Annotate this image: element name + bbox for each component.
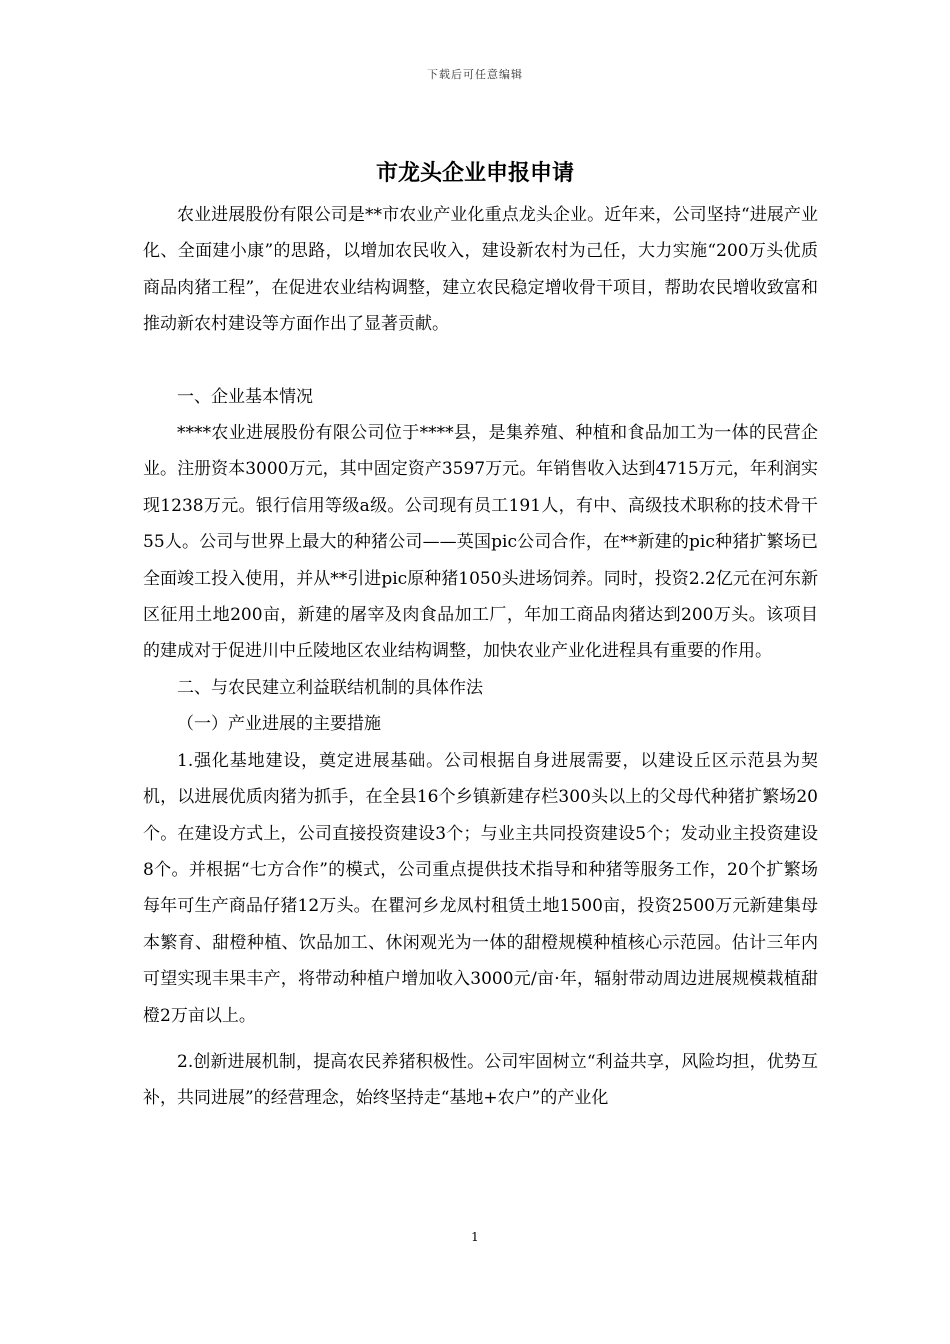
document-title: 市龙头企业申报申请 — [375, 161, 574, 186]
intro-paragraph: 农业进展股份有限公司是**市农业产业化重点龙头企业。近年来，公司坚持“进展产业化、全面建小康”的思路，以增加农民收入，建设新农村为己任，大力实施“200万头优质商品肉猪工程”，在促进农业结构调整，建立农民稳定增收骨干项目，帮助农民增收致富和推动新农村建设等方面作出了显著贡献。 — [143, 205, 818, 335]
section-heading-basic-info: 一、企业基本情况 — [177, 386, 313, 407]
measure-1-paragraph: 1.强化基地建设，奠定进展基础。公司根据自身进展需要，以建设丘区示范县为契机，以进展优质肉猪为抓手，在全县16个乡镇新建存栏300头以上的父母代种猪扩繁场20个。在建设方式上，公司直接投资建设3个；与业主共同投资建设5个；发动业主投资建设8个。并根据“七方合作”的模式，公司重点提供技术指导和种猪等服务工作，20个扩繁场每年可生产商品仔猪12万头。在瞿河乡龙凤村租赁土地1500亩，投资2500万元新建集母本繁育、甜橙种植、饮品加工、休闲观光为一体的甜橙规模种植核心示范园。估计三年内可望实现丰果丰产，将带动种植户增加收入3000元/亩·年，辐射带动周边进展规模栽植甜橙2万亩以上。 — [143, 750, 818, 1026]
basic-info-paragraph: ****农业进展股份有限公司位于****县，是集养殖、种植和食品加工为一体的民营企业。注册资本3000万元，其中固定资产3597万元。年销售收入达到4715万元，年利润实现1238万元。银行信用等级a级。公司现有员工191人，有中、高级技术职称的技术骨干55人。公司与世界上最大的种猪公司——英国pic公司合作，在**新建的pic种猪扩繁场已全面竣工投入使用，并从**引进pic原种猪1050头进场饲养。同时，投资2.2亿元在河东新区征用土地200亩，新建的屠宰及肉食品加工厂，年加工商品肉猪达到200万头。该项目的建成对于促进川中丘陵地区农业结构调整，加快农业产业化进程具有重要的作用。 — [143, 423, 818, 662]
section-heading-mechanism: 二、与农民建立利益联结机制的具体作法 — [177, 677, 483, 698]
page-header-note: 下载后可任意编辑 — [427, 68, 523, 81]
document-body — [143, 197, 818, 1117]
page-number: 1 — [471, 1230, 479, 1244]
subsection-heading-measures: （一）产业进展的主要措施 — [177, 714, 381, 735]
measure-2-paragraph: 2.创新进展机制，提高农民养猪积极性。公司牢固树立“利益共享，风险均担，优势互补，共同进展”的经营理念，始终坚持走“基地+农户”的产业化 — [143, 1051, 818, 1109]
